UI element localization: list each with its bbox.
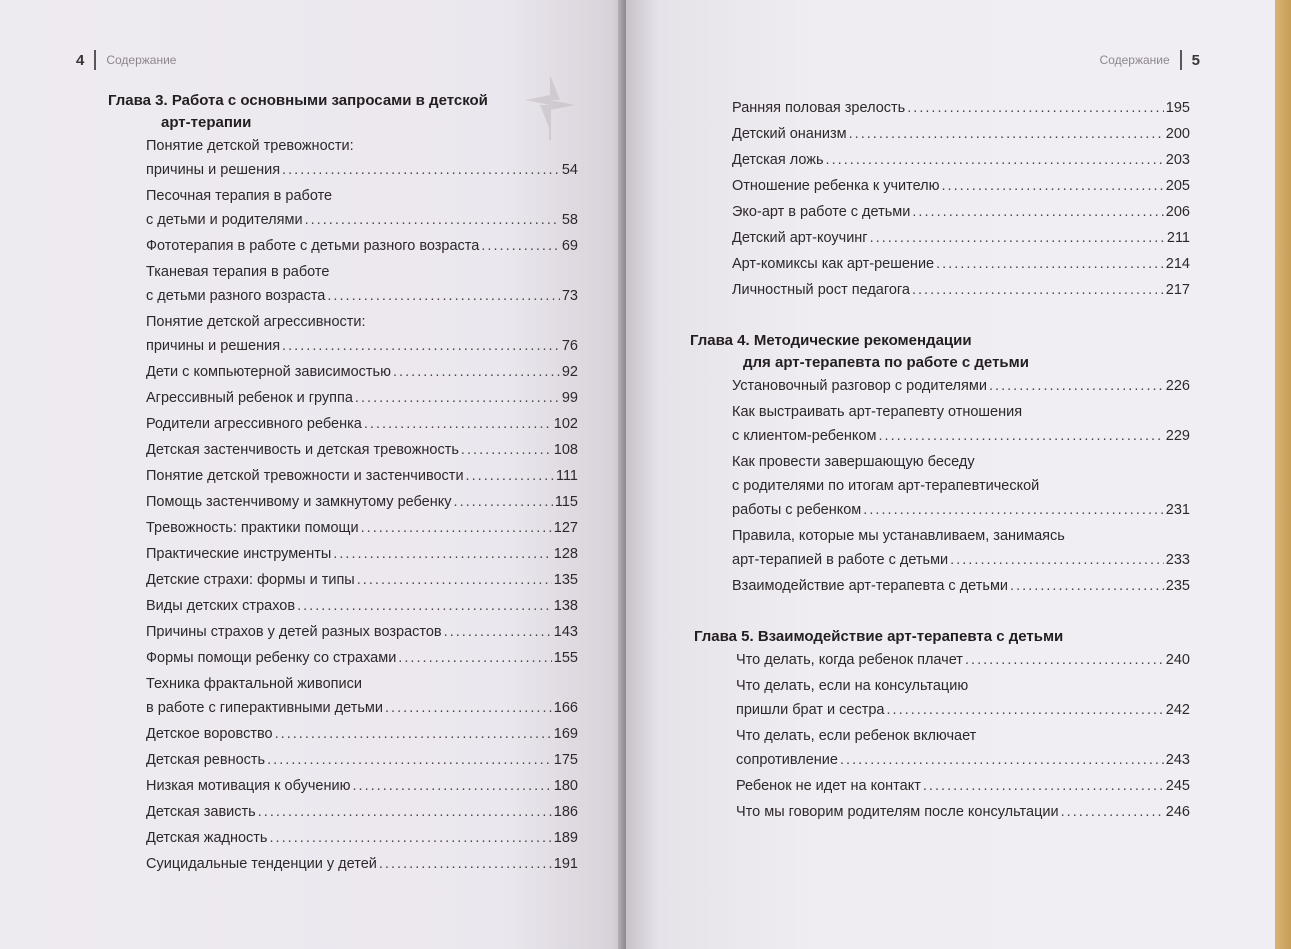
toc-page-number: 189 bbox=[553, 830, 578, 846]
toc-page-number: 69 bbox=[561, 238, 578, 254]
toc-entry-title: причины и решения bbox=[146, 162, 281, 178]
running-head-right bbox=[1100, 50, 1200, 70]
toc-page-number: 203 bbox=[1165, 152, 1190, 168]
running-head-title: Содержание bbox=[1099, 53, 1170, 67]
toc-entry bbox=[146, 852, 578, 876]
toc-entry-list bbox=[690, 648, 1190, 824]
toc-entry bbox=[736, 774, 1190, 798]
toc-entry-list bbox=[690, 374, 1190, 598]
toc-entry bbox=[146, 646, 578, 670]
toc-entry-title: Что мы говорим родителям после консультации bbox=[736, 804, 1059, 820]
toc-page-number: 175 bbox=[553, 752, 578, 768]
toc-entry-title-line: Песочная терапия в работе bbox=[146, 188, 333, 204]
toc-entry-title: Низкая мотивация к обучению bbox=[146, 778, 351, 794]
toc-entry-title: Отношение ребенка к учителю bbox=[732, 178, 940, 194]
toc-entry-title-line: Правила, которые мы устанавливаем, занимаясь bbox=[732, 528, 1065, 544]
divider bbox=[1180, 50, 1182, 70]
toc-entry-title: Детская зависть bbox=[146, 804, 256, 820]
toc-entry-title: сопротивление bbox=[736, 752, 838, 768]
dot-leader bbox=[333, 542, 552, 566]
toc-entry-title-line: с родителями по итогам арт-терапевтической bbox=[732, 478, 1040, 494]
dot-leader bbox=[454, 490, 553, 514]
toc-entry-title: причины и решения bbox=[146, 338, 281, 354]
toc-entry bbox=[146, 542, 578, 566]
toc-page-number: 54 bbox=[561, 162, 578, 178]
dot-leader bbox=[1010, 574, 1164, 598]
dot-leader bbox=[849, 122, 1164, 146]
toc-entry-title: Детская ложь bbox=[732, 152, 824, 168]
toc-page-number: 102 bbox=[553, 416, 578, 432]
dot-leader bbox=[923, 774, 1164, 798]
dot-leader bbox=[907, 96, 1164, 120]
toc-page-number: 73 bbox=[561, 288, 578, 304]
dot-leader bbox=[840, 748, 1164, 772]
dot-leader bbox=[912, 278, 1164, 302]
dot-leader bbox=[305, 208, 560, 232]
toc-page-number: 180 bbox=[553, 778, 578, 794]
toc-entry bbox=[732, 122, 1190, 146]
running-head-title: Содержание bbox=[106, 53, 177, 67]
chapter-heading bbox=[694, 626, 1190, 648]
toc-entry-title-line: Как провести завершающую беседу bbox=[732, 454, 975, 470]
toc-page-number: 92 bbox=[561, 364, 578, 380]
toc-entry bbox=[146, 360, 578, 384]
toc-entry-title: пришли брат и сестра bbox=[736, 702, 885, 718]
toc-entry-title: Виды детских страхов bbox=[146, 598, 296, 614]
toc-page-number: 111 bbox=[555, 468, 578, 484]
toc-page-number: 211 bbox=[1166, 230, 1190, 246]
toc-entry bbox=[146, 134, 578, 182]
book-cover-edge bbox=[1275, 0, 1291, 949]
toc-entry-title-line: Понятие детской тревожности: bbox=[146, 138, 354, 154]
toc-entry bbox=[736, 674, 1190, 722]
toc-entry-title: Тревожность: практики помощи bbox=[146, 520, 359, 536]
toc-entry-title: с детьми разного возраста bbox=[146, 288, 326, 304]
toc-page-number: 115 bbox=[554, 494, 578, 510]
toc-entry-title: Что делать, когда ребенок плачет bbox=[736, 652, 963, 668]
toc-page-number: 233 bbox=[1165, 552, 1190, 568]
dot-leader bbox=[385, 696, 552, 720]
toc-entry bbox=[146, 800, 578, 824]
toc-entry-title: Родители агрессивного ребенка bbox=[146, 416, 362, 432]
toc-page-number: 155 bbox=[553, 650, 578, 666]
chapter-heading bbox=[690, 330, 1190, 374]
toc-entry bbox=[146, 594, 578, 618]
dot-leader bbox=[327, 284, 559, 308]
toc-entry-title: Установочный разговор с родителями bbox=[732, 378, 987, 394]
chapter-title-line: Глава 4. Методические рекомендации bbox=[690, 332, 972, 349]
dot-leader bbox=[393, 360, 560, 384]
toc-page-number: 108 bbox=[553, 442, 578, 458]
toc-entry bbox=[146, 490, 578, 514]
dot-leader bbox=[965, 648, 1164, 672]
toc-entry-title: Ребенок не идет на контакт bbox=[736, 778, 921, 794]
toc-entry bbox=[732, 226, 1190, 250]
toc-entry bbox=[732, 278, 1190, 302]
chapter-title-line: Глава 3. Работа с основными запросами в детской bbox=[108, 92, 488, 109]
toc-entry bbox=[732, 96, 1190, 120]
toc-entry-title: Личностный рост педагога bbox=[732, 282, 910, 298]
toc-page-number: 231 bbox=[1165, 502, 1190, 518]
toc-entry-title: Ранняя половая зрелость bbox=[732, 100, 906, 116]
toc-page-number: 205 bbox=[1165, 178, 1190, 194]
toc-page-number: 235 bbox=[1165, 578, 1190, 594]
toc-entry bbox=[732, 148, 1190, 172]
toc-entry-list bbox=[108, 134, 578, 876]
toc-entry bbox=[146, 184, 578, 232]
toc-page-number: 229 bbox=[1165, 428, 1190, 444]
chapter-title-line: для арт-терапевта по работе с детьми bbox=[743, 354, 1029, 371]
dot-leader bbox=[826, 148, 1164, 172]
toc-page-number: 217 bbox=[1165, 282, 1190, 298]
dot-leader bbox=[364, 412, 552, 436]
toc-entry bbox=[146, 748, 578, 772]
toc-entry-title: Агрессивный ребенок и группа bbox=[146, 390, 353, 406]
toc-entry-title-line: Как выстраивать арт-терапевту отношения bbox=[732, 404, 1023, 420]
toc-entry bbox=[146, 672, 578, 720]
dot-leader bbox=[282, 334, 560, 358]
toc-entry-title: Фототерапия в работе с детьми разного возраста bbox=[146, 238, 480, 254]
toc-entry bbox=[732, 574, 1190, 598]
toc-entry bbox=[146, 438, 578, 462]
toc-entry bbox=[146, 412, 578, 436]
dot-leader bbox=[466, 464, 554, 488]
toc-entry-title: Детская жадность bbox=[146, 830, 268, 846]
dot-leader bbox=[379, 852, 552, 876]
toc-entry-title: Дети с компьютерной зависимостью bbox=[146, 364, 391, 380]
dot-leader bbox=[398, 646, 552, 670]
page-number: 4 bbox=[76, 51, 85, 69]
dot-leader bbox=[870, 226, 1165, 250]
dot-leader bbox=[444, 620, 552, 644]
running-head-left bbox=[76, 50, 176, 70]
dot-leader bbox=[461, 438, 552, 462]
toc-entry bbox=[146, 826, 578, 850]
toc-entry-title: с детьми и родителями bbox=[146, 212, 303, 228]
toc-entry bbox=[732, 174, 1190, 198]
toc-page-number: 76 bbox=[561, 338, 578, 354]
toc-page-number: 242 bbox=[1165, 702, 1190, 718]
toc-page-number: 206 bbox=[1165, 204, 1190, 220]
toc-entry-title: Понятие детской тревожности и застенчивости bbox=[146, 468, 464, 484]
chapter-heading bbox=[108, 90, 578, 134]
toc-entry-title: Причины страхов у детей разных возрастов bbox=[146, 624, 442, 640]
dot-leader bbox=[1061, 800, 1164, 824]
toc-entry bbox=[146, 464, 578, 488]
toc-entry bbox=[736, 724, 1190, 772]
toc-page-number: 186 bbox=[553, 804, 578, 820]
toc-page-number: 127 bbox=[553, 520, 578, 536]
dot-leader bbox=[936, 252, 1164, 276]
dot-leader bbox=[361, 516, 552, 540]
dot-leader bbox=[267, 748, 552, 772]
left-page bbox=[0, 0, 630, 949]
toc-entry-title: Детский онанизм bbox=[732, 126, 847, 142]
page-number: 5 bbox=[1191, 51, 1200, 69]
toc-page-number: 226 bbox=[1165, 378, 1190, 394]
toc-entry bbox=[732, 252, 1190, 276]
toc-entry-title: Детский арт-коучинг bbox=[732, 230, 868, 246]
toc-entry-title-line: Что делать, если ребенок включает bbox=[736, 728, 977, 744]
toc-entry bbox=[146, 386, 578, 410]
divider bbox=[94, 50, 96, 70]
toc-entry-title: Эко-арт в работе с детьми bbox=[732, 204, 911, 220]
toc-left bbox=[108, 90, 578, 878]
toc-entry-title: Арт-комиксы как арт-решение bbox=[732, 256, 935, 272]
dot-leader bbox=[275, 722, 552, 746]
toc-entry bbox=[736, 648, 1190, 672]
toc-entry bbox=[146, 722, 578, 746]
toc-entry-list bbox=[690, 96, 1190, 302]
toc-entry bbox=[146, 310, 578, 358]
dot-leader bbox=[989, 374, 1164, 398]
dot-leader bbox=[481, 234, 560, 258]
toc-entry bbox=[146, 516, 578, 540]
toc-entry-title: Помощь застенчивому и замкнутому ребенку bbox=[146, 494, 452, 510]
toc-entry bbox=[732, 400, 1190, 448]
dot-leader bbox=[863, 498, 1164, 522]
toc-entry-title-line: Тканевая терапия в работе bbox=[146, 264, 330, 280]
dot-leader bbox=[878, 424, 1163, 448]
toc-page-number: 166 bbox=[553, 700, 578, 716]
toc-entry bbox=[146, 568, 578, 592]
dot-leader bbox=[886, 698, 1163, 722]
toc-entry-title: Детские страхи: формы и типы bbox=[146, 572, 355, 588]
dot-leader bbox=[282, 158, 560, 182]
toc-entry bbox=[736, 800, 1190, 824]
toc-page-number: 143 bbox=[553, 624, 578, 640]
toc-entry-title-line: Понятие детской агрессивности: bbox=[146, 314, 366, 330]
toc-page-number: 214 bbox=[1165, 256, 1190, 272]
toc-entry-title: Детское воровство bbox=[146, 726, 273, 742]
dot-leader bbox=[912, 200, 1163, 224]
toc-entry-title: Практические инструменты bbox=[146, 546, 332, 562]
toc-entry bbox=[146, 774, 578, 798]
toc-entry-title: работы с ребенком bbox=[732, 502, 862, 518]
toc-page-number: 58 bbox=[561, 212, 578, 228]
toc-page-number: 191 bbox=[553, 856, 578, 872]
toc-entry-title: Формы помощи ребенку со страхами bbox=[146, 650, 397, 666]
toc-entry-title: Детская застенчивость и детская тревожность bbox=[146, 442, 459, 458]
dot-leader bbox=[355, 386, 560, 410]
toc-page-number: 245 bbox=[1165, 778, 1190, 794]
toc-entry-title: с клиентом-ребенком bbox=[732, 428, 877, 444]
toc-page-number: 243 bbox=[1165, 752, 1190, 768]
dot-leader bbox=[269, 826, 551, 850]
dot-leader bbox=[357, 568, 552, 592]
chapter-title-line: Глава 5. Взаимодействие арт-терапевта с детьми bbox=[694, 628, 1064, 645]
toc-entry-title: в работе с гиперактивными детьми bbox=[146, 700, 383, 716]
toc-right bbox=[690, 96, 1190, 826]
toc-page-number: 169 bbox=[553, 726, 578, 742]
dot-leader bbox=[942, 174, 1164, 198]
toc-page-number: 246 bbox=[1165, 804, 1190, 820]
dot-leader bbox=[258, 800, 552, 824]
toc-page-number: 138 bbox=[553, 598, 578, 614]
toc-entry bbox=[146, 620, 578, 644]
toc-entry bbox=[732, 374, 1190, 398]
toc-page-number: 128 bbox=[553, 546, 578, 562]
toc-entry-title-line: Что делать, если на консультацию bbox=[736, 678, 969, 694]
toc-entry-title: арт-терапией в работе с детьми bbox=[732, 552, 949, 568]
dot-leader bbox=[950, 548, 1164, 572]
chapter-title-line: арт-терапии bbox=[161, 114, 252, 131]
toc-page-number: 195 bbox=[1165, 100, 1190, 116]
toc-entry bbox=[732, 450, 1190, 522]
toc-page-number: 200 bbox=[1165, 126, 1190, 142]
toc-entry-title: Взаимодействие арт-терапевта с детьми bbox=[732, 578, 1009, 594]
toc-entry bbox=[146, 234, 578, 258]
toc-entry bbox=[146, 260, 578, 308]
toc-entry-title: Суицидальные тенденции у детей bbox=[146, 856, 377, 872]
toc-entry-title-line: Техника фрактальной живописи bbox=[146, 676, 362, 692]
dot-leader bbox=[352, 774, 551, 798]
toc-entry-title: Детская ревность bbox=[146, 752, 266, 768]
toc-page-number: 99 bbox=[561, 390, 578, 406]
toc-page-number: 135 bbox=[553, 572, 578, 588]
dot-leader bbox=[297, 594, 552, 618]
toc-entry bbox=[732, 524, 1190, 572]
toc-page-number: 240 bbox=[1165, 652, 1190, 668]
toc-entry bbox=[732, 200, 1190, 224]
